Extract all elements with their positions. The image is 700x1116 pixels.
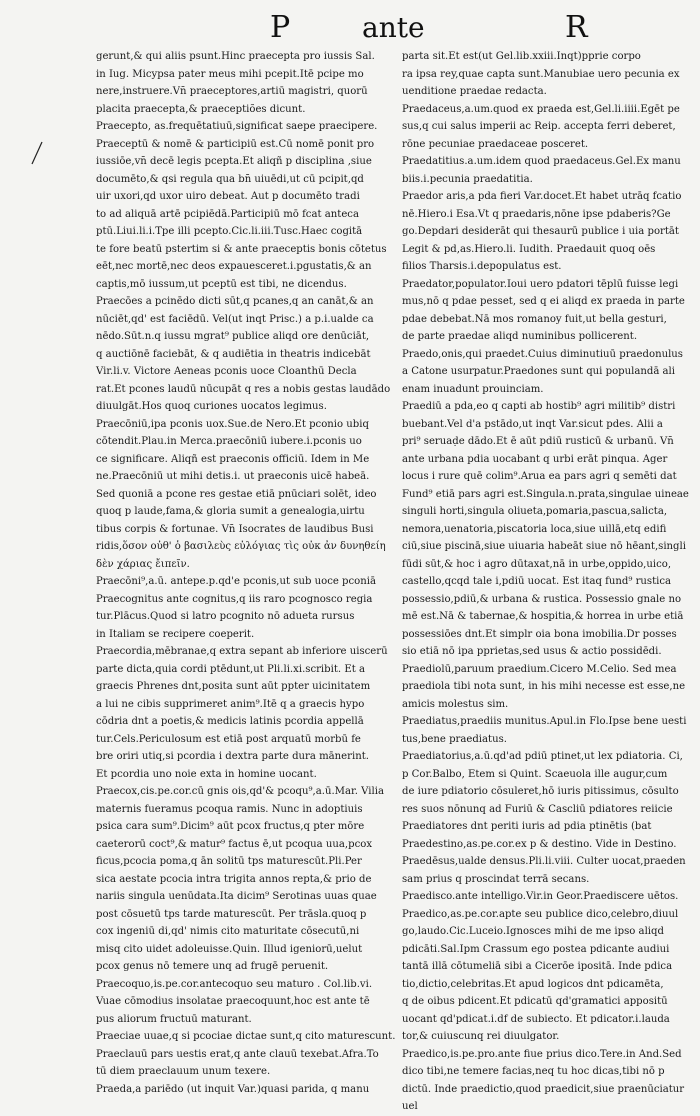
text-line: nūciēt,qd' est faciēdū. Vel(ut inqt Prisc.) a p.i.ualde ca [96, 313, 374, 325]
text-line: Vuae cōmodius insolatae praecoquunt,hoc est ante tē [96, 996, 370, 1007]
text-line: pus aliorum fructuū maturant. [96, 1013, 252, 1025]
text-line: Praediatores dnt periti iuris ad pdia ptinētis (bat [402, 821, 652, 832]
text-line: graecis Phrenes dnt,posita sunt aūt ppter uicinitatem [96, 681, 371, 692]
text-line: ante urbana pdia uocabant q urbi erāt pinqua. Ager [402, 453, 668, 465]
text-line: Praedor aris,a pda fieri Var.docet.Et habet utrāq fcatio [402, 191, 682, 202]
text-line: go,laudo.Cic.Luceio.Ignosces mihi de me ipso aliqd [402, 926, 664, 937]
text-line: go.Depdari desiderāt qui thesaurū publice i uia portāt [402, 226, 679, 237]
text-line: tantā illā cōtumeliā sibi a Cicerōe ipositā. Inde pdica [402, 961, 673, 972]
text-line: nemora,uenatoria,piscatoria loca,siue uillā,etq edifi [402, 523, 667, 535]
text-line: uir uxori,qd uxor uiro debeat. Aut p documēto tradi [96, 191, 360, 202]
text-line: Praeclauū pars uestis erat,q ante clauū texebat.Afra.To [96, 1048, 379, 1060]
text-line: Praedaceus,a.um.quod ex praeda est,Gel.li.iiii.Egēt pe [402, 103, 680, 115]
text-line: nariis singula uenūdata.Ita dicim⁹ Serotinas uuas quae [96, 891, 377, 902]
text-line: to ad aliquā artē pcipiēdā.Participiū mō fcat anteca [96, 208, 359, 220]
text-line: Praedēsus,ualde densus.Pli.li.viii. Culter uocat,praeden [402, 856, 686, 867]
text-line: castello,qcqd tale i,pdiū uocat. Est itaq fund⁹ rustica [402, 576, 672, 587]
text-line: in Italiam se recipere coeperit. [96, 628, 255, 640]
text-line: pri⁹ seruaḍe dādo.Et ē aūt pdiū rusticū & urbanū. Vn̄ [402, 436, 674, 447]
text-line: enam inuadunt prouinciam. [402, 383, 544, 395]
text-line: mē est.Nā & tabernae,& hospitia,& horrea in urbe etiā [402, 611, 684, 622]
text-line: de parte praedae aliqd numinibus pollicerent. [402, 331, 638, 342]
text-line: mus,nō q pdae pesset, sed q ei aliqd ex praeda in parte [402, 296, 685, 307]
text-line: uel [402, 1101, 418, 1112]
text-line: Praediolū,paruum praedium.Cicero M.Celio. Sed mea [402, 663, 677, 675]
text-line: in Iug. Micypsa pater meus mihi pcepit.Itē pcipe mo [96, 68, 364, 80]
text-line: eēt,nec mortē,nec deos expauesceret.i.pgustatis,& an [96, 261, 372, 272]
text-line: Praecepto, as.frequētatiuū,significat saepe praecipere. [96, 121, 378, 132]
text-line: caeterorū coct⁹,& matur⁹ factus ē,ut pcoqua uua,pcox [96, 838, 373, 850]
text-line: Praedico,as.pe.cor.apte seu publice dico,celebro,diuul [402, 908, 679, 920]
header-left-letter: P [270, 10, 291, 45]
text-line: nēdo.Sūt.n.q iussu mgrat⁹ publice aliqd ore denūciāt, [96, 331, 370, 342]
text-line: ciū,siue piscinā,siue uiuaria habeāt siue nō hēant,singli [402, 541, 686, 552]
text-line: psica cara sum⁹.Dicim⁹ aūt pcox fructus,q pter mōre [96, 821, 365, 832]
text-line: ficus,pcocia poma,q ān solitū tps maturescūt.Pli.Per [96, 856, 362, 867]
left-column [96, 48, 396, 1098]
text-line: Praediatorius,a.ū.qd'ad pdiū ptinet,ut lex pdiatoria. Ci, [402, 751, 683, 762]
text-line: pdicāti.Sal.Ipm Crassum ego postea pdicante audiui [402, 943, 670, 955]
text-line: p Cor.Balbo, Etem si Quint. Scaeuola ille augur,cum [402, 768, 668, 780]
text-line: pdae debebat.Nā mos romanoy fuit,ut bella gesturi, [402, 313, 667, 325]
text-line: maternis fueramus pcoqua ramis. Nunc in adoptiuis [96, 803, 363, 815]
text-line: dictū. Inde praedictio,quod praedicit,siue praenūciatur [402, 1083, 685, 1095]
text-line: locus i rure quē colim⁹.Arua ea pars agri q semēti dat [402, 471, 677, 482]
text-line: a Catone usurpatur.Praedones sunt qui populandā ali [402, 366, 676, 377]
text-line: Praeda,a pariēdo (ut inquit Var.)quasi parida, q manu [96, 1083, 370, 1095]
text-line: rōne pecuniae praedaceae posceret. [402, 138, 589, 150]
text-line: tor,& cuiuscunq rei diuulgator. [402, 1031, 560, 1042]
right-column [402, 48, 689, 1112]
text-line: uocant qd'pdicat.i.df de subiecto. Et pdicator.i.lauda [402, 1013, 670, 1025]
running-header [80, 12, 680, 44]
text-line: cox ingeniū di,qd' nimis cito maturitate cōsecutū,ni [96, 926, 360, 937]
text-line: bre oriri utiq,si pcordia i dextra parte dura mānerint. [96, 751, 369, 762]
text-line: tio,dictio,celebritas.Et apud logicos dnt pdicamēta, [402, 978, 664, 990]
text-line: Praedisco.ante intelligo.Vir.in Geor.Praediscere uētos. [402, 891, 679, 902]
text-line: a lui ne cibis supprimeret anim⁹.Itē q a graecis hypo [96, 698, 365, 710]
text-line: Praediū a pda,eo q capti ab hostib⁹ agri militib⁹ distri [402, 401, 676, 412]
text-line: sio etiā nō ipa pprietas,sed usus & actio possidēdi. [402, 646, 662, 657]
text-line: Praediatus,praediis munitus.Apul.in Flo.Ipse bene uesti [402, 716, 687, 727]
text-line: Legit & pd,as.Hiero.li. Iudith. Praedauit quoq oēs [402, 243, 656, 255]
text-line: sica aestate pcocia intra trigita annos repta,& prio de [96, 873, 372, 885]
text-line: Praedo,onis,qui praedet.Cuius diminutiuū praedonulus [402, 348, 683, 360]
text-line: res suos nōnunq ad Furiū & Cascliū pdiatores reiicie [402, 803, 673, 815]
text-line: Praecōniū,ipa pconis uox.Sue.de Nero.Et pconio ubiq [96, 418, 369, 430]
text-line: biis.i.pecunia praedatitia. [402, 173, 533, 185]
text-line: Praedestino,as.pe.cor.ex p & destino. Vide in Destino. [402, 838, 677, 850]
text-line: Praecognitus ante cognitus,q iis raro pcognosco regia [96, 593, 373, 605]
text-line: δὲν χάριας ἔιπεῖν. [96, 558, 190, 570]
header-running-head: ante [362, 11, 425, 44]
text-line: captis,mō iussum,ut pceptū est tibi, ne dicendus. [96, 278, 347, 290]
text-line: diuulgāt.Hos quoq curiones uocatos legimus. [96, 401, 327, 412]
text-line: Praecordia,mēbranae,q extra sepant ab inferiore uiscerū [96, 646, 388, 657]
text-line: misq cito uidet adoleuisse.Quin. Illud igeniorū,uelut [96, 943, 363, 955]
text-line: sam prius q proscindat terrā secans. [402, 873, 590, 885]
text-line: cōdria dnt a poetis,& medicis latinis pcordia appellā [96, 716, 364, 727]
text-line: Praedatitius.a.um.idem quod praedaceus.Gel.Ex manu [402, 156, 681, 167]
text-line: q auctiōnē faciebāt, & q audiētia in theatris indicebāt [96, 348, 371, 360]
text-line: ra ipsa rey,quae capta sunt.Manubiae uero pecunia ex [402, 68, 680, 80]
text-line: Fund⁹ etiā pars agri est.Singula.n.prata,singulae uineae [402, 488, 689, 500]
text-line: Praecox,cis.pe.cor.cū gnis ois,qd'& pcoqu⁹,a.ū.Mar. Vilia [96, 786, 384, 797]
text-line: tibus corpis & fortunae. Vn̄ Isocrates de laudibus Busi [96, 523, 374, 535]
text-line: ce significare. Aliqñ est praeconis officiū. Idem in Me [96, 453, 370, 465]
text-line: singuli horti,singula oliueta,pomaria,pascua,salicta, [402, 506, 668, 517]
text-line: fūdi sūt,& hoc i agro dūtaxat,nā in urbe,oppido,uico, [402, 558, 672, 570]
text-line: ridis,ὅσον οὐθ' ὁ βασιλεὺς εὐλόγιας τὶς οὐκ ἀν δυνηθείη [96, 541, 386, 552]
text-line: de iure pdiatorio cōsuleret,hō iuris pitissimus, cōsulto [402, 786, 679, 797]
text-line: placita praecepta,& praeceptiões dicunt. [96, 103, 306, 115]
text-line: gerunt,& qui aliis psunt.Hinc praecepta pro iussis Sal. [96, 51, 375, 62]
text-line: parte dicta,quia cordi ptēdunt,ut Pli.li.xi.scribit. Et a [96, 663, 365, 675]
text-line: Vir.li.v. Victore Aeneas pconis uoce Cloanthū Decla [96, 366, 357, 377]
text-line: buebant.Vel d'a pstādo,ut inqt Var.sicut pdes. Alii a [402, 418, 663, 430]
text-line: ptū.Liui.li.i.Tpe illi pcepto.Cic.li.iii.Tusc.Haec cogitā [96, 226, 363, 237]
text-line: Praecoquo,is.pe.cor.antecoquo seu maturo . Col.lib.vi. [96, 978, 373, 990]
text-line: rat.Et pcones laudū nūcupāt q res a nobis gestas laudādo [96, 383, 391, 395]
text-line: Praedator,populator.Ioui uero pdatori tēplū fuisse legi [402, 278, 679, 290]
text-line: q de oibus pdicent.Et pdicatū qd'gramatici appositū [402, 996, 668, 1007]
margin-stroke-mark [30, 140, 44, 166]
text-line: tur.Cels.Periculosum est etiā post arquatū morbū fe [96, 733, 361, 745]
text-line: tū diem praeclauum unum texere. [96, 1066, 271, 1077]
text-line: tus,bene praediatus. [402, 733, 507, 745]
text-line: Praedico,is.pe.pro.ante fiue prius dico.Tere.in And.Sed [402, 1048, 682, 1060]
text-line: ne.Praecōniū ut mihi detis.i. ut praeconis uicē habeā. [96, 471, 370, 482]
text-line: post cōsuetū tps tarde maturescūt. Per trāsla.quoq p [96, 908, 367, 920]
text-line: praediola tibi nota sunt, in his mihi necesse est esse,ne [402, 681, 686, 692]
text-line: documēto,& qsi regula qua bn̄ uiuēdi,ut cū pcipit,qd [96, 173, 364, 185]
text-line: te fore beatū pstertim si & ante praeceptis bonis cōtetus [96, 243, 387, 255]
text-line: tur.Plācus.Quod si latro pcognito nō adueta rursus [96, 611, 355, 622]
text-line: possessiōes dnt.Et simplr oia bona imobilia.Dr posses [402, 628, 677, 640]
text-line: Sed quoniā a pcone res gestae etiā pnūciari solēt, ideo [96, 488, 377, 500]
text-line: possessio,pdiū,& urbana & rustica. Possessio gnale no [402, 593, 682, 605]
text-line: Et pcordia uno noie exta in homine uocant. [96, 768, 317, 780]
text-line: Praeceptū & nomē & participiū est.Cū nomē ponit pro [96, 138, 375, 150]
text-line: filios Tharsis.i.depopulatus est. [402, 261, 562, 272]
text-line: uenditione praedae redacta. [402, 86, 547, 97]
header-right-letter: R [565, 10, 588, 45]
text-line: Praecōni⁹,a.ū. antepe.p.qd'e pconis,ut sub uoce pconiā [96, 576, 376, 587]
text-line: Praeciae uuae,q si pcociae dictae sunt,q cito maturescunt. [96, 1031, 396, 1042]
text-line: parta sit.Et est(ut Gel.lib.xxiii.Inqt)pprie corpo [402, 51, 641, 62]
text-line: quoq p laude,fama,& gloria sumit a genealogia,uirtu [96, 506, 365, 517]
text-line: pcox genus nō temere unq ad frugē peruenit. [96, 961, 329, 972]
text-line: Praecōes a pcinēdo dicti sūt,q pcanes,q an canāt,& an [96, 296, 374, 307]
text-line: nere,instruere.Vn̄ praeceptores,artiū magistri, quorū [96, 86, 368, 97]
text-line: nē.Hiero.i Esa.Vt q praedaris,nōne ipse pdaberis?Ge [402, 208, 671, 220]
text-line: sus,q cui salus imperii ac Reip. accepta ferri deberet, [402, 121, 676, 132]
text-line: amicis molestus sim. [402, 698, 509, 710]
text-line: dico tibi,ne temere facias,neq tu hoc dicas,tibi nō p [402, 1066, 665, 1077]
text-line: iussiōe,vn̄ decē legis pcepta.Et aliqñ p disciplina ,siue [96, 156, 372, 167]
text-line: cōtendit.Plau.in Merca.praecōniū iubere.i.pconis uo [96, 436, 362, 447]
